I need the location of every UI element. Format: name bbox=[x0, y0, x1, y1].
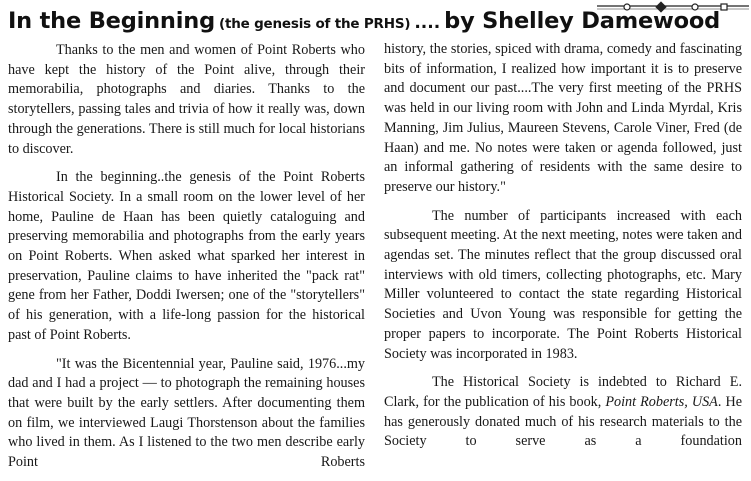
headline-byline: by Shelley Damewood bbox=[444, 8, 721, 34]
article-headline bbox=[8, 4, 748, 38]
book-title: Point Roberts, USA bbox=[605, 393, 718, 410]
indebted-text-start: The Historical Society is indebted to Richard E. Clark, for the publication of his book, bbox=[384, 374, 742, 410]
paragraph-bicentennial: "It was the Bicentennial year, Pauline said, 1976...my dad and I had a project — to photograph the remaining houses that were built by the early settlers. After documenting them on film, we interviewed Laugi Thorstenson about the families who lived in them. As I listened to the two men describe early Point Roberts bbox=[8, 355, 365, 471]
headline-separator: .... bbox=[414, 13, 441, 33]
paragraph-history-continued: history, the stories, spiced with drama, comedy and fascinating bits of information, I realized how important it is to preserve and document our past....The very first meeting of the PRHS was held in our living room with John and Linda Myrdal, Kris Manning, Jim Julius, Maureen Stevens, Carole Viner, Fred (de Haan) and me. No notes were taken or agenda followed, just an informal gathering of residents with the same desire to preserve our history." bbox=[384, 41, 742, 195]
paragraph-participants: The number of participants increased with each subsequent meeting. At the next meeting, notes were taken and agendas set. The minutes reflect that the group discussed oral interviews with old timers, collecting photographs, etc. Mary Miller volunteered to contact the state regarding Historical Societies and Uvon Young was responsible for getting the proper papers to incorporate. The Point Roberts Historical Society was incorporated in 1983. bbox=[384, 207, 742, 362]
headline-subtitle: (the genesis of the PRHS) bbox=[219, 16, 411, 32]
right-column bbox=[384, 40, 742, 452]
indebted-text-end: . He has generously donated much of his research materials to the Society to serve as a foundation bbox=[384, 393, 742, 450]
left-column bbox=[8, 41, 365, 473]
paragraph-beginning: In the beginning..the genesis of the Point Roberts Historical Society. In a small room on the lower level of her home, Pauline de Haan has been quietly cataloguing and preserving memorabilia and photographs from the early years on Point Roberts. When asked what sparked her interest in preservation, Pauline claims to have inherited the "pack rat" gene from her Father, Doddi Iwersen; one of the "storytellers" of his generation, with a life-long passion for the historical past of Point Roberts. bbox=[8, 169, 365, 343]
paragraph-thanks: Thanks to the men and women of Point Roberts who have kept the history of the Point alive, through their memorabilia, photographs and diaries. Thanks to the storytellers, passing tales and trivia of how it really was, down through the generations. There is still much for local historians to discover. bbox=[8, 42, 365, 157]
paragraph-indebted bbox=[384, 373, 742, 452]
headline-title: In the Beginning bbox=[8, 8, 215, 34]
